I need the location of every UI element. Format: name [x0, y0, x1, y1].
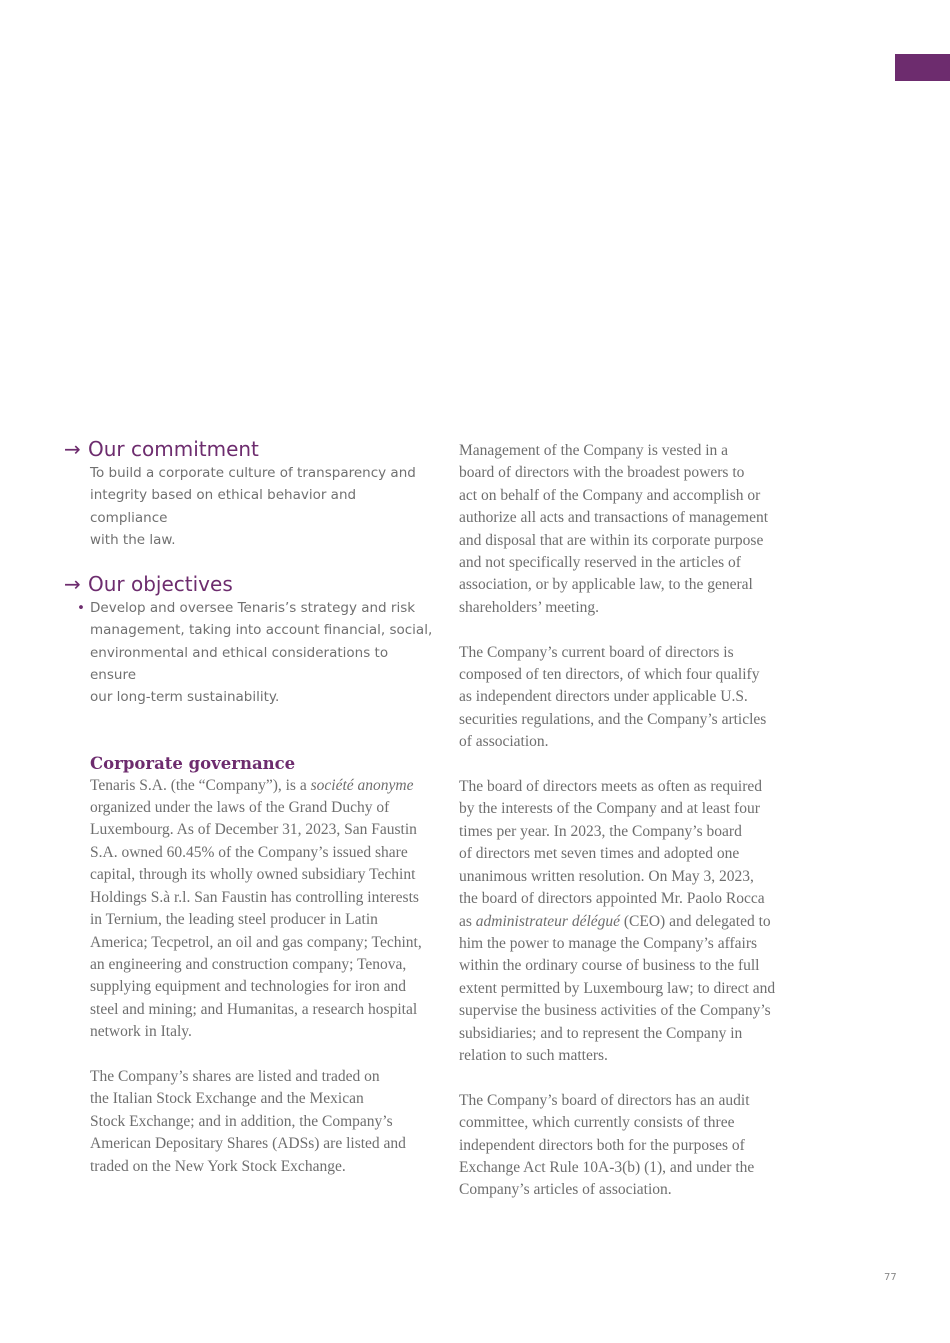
paragraph-fragment: (CEO) and delegated to — [620, 912, 771, 930]
page-number: 77 — [884, 1272, 897, 1283]
management-paragraph — [459, 440, 809, 619]
paragraph-line: and not specifically reserved in the articles of — [459, 554, 741, 572]
paragraph-line: traded on the New York Stock Exchange. — [90, 1157, 346, 1175]
governance-paragraph-2 — [90, 1066, 436, 1178]
commitment-line: integrity based on ethical behavior and compliance — [90, 487, 357, 526]
paragraph-line: the Italian Stock Exchange and the Mexican — [90, 1090, 364, 1108]
objective-line: Develop and oversee Tenaris’s strategy and risk — [90, 600, 416, 617]
paragraph-line: organized under the laws of the Grand Duchy of — [90, 799, 390, 817]
commitment-line: with the law. — [90, 531, 176, 548]
ceo-italic-term: administrateur délégué — [475, 912, 621, 930]
objectives-heading — [64, 571, 436, 597]
paragraph-fragment: as — [459, 912, 476, 930]
paragraph-line: The Company’s current board of directors is — [459, 643, 734, 661]
board-composition-paragraph — [459, 642, 809, 754]
paragraph-line: supplying equipment and technologies for iron and — [90, 978, 406, 996]
paragraph-line: Luxembourg. As of December 31, 2023, San Faustin — [90, 821, 417, 839]
bullet-icon: • — [77, 600, 85, 617]
corporate-governance-section — [90, 753, 436, 1178]
paragraph-line: as independent directors under applicable U.S. — [459, 688, 748, 706]
corporate-governance-heading: Corporate governance — [90, 753, 296, 773]
paragraph-line: within the ordinary course of business to the full — [459, 957, 760, 975]
paragraph-line: relation to such matters. — [459, 1046, 608, 1064]
section-tab-marker — [895, 54, 950, 81]
paragraph-line: America; Tecpetrol, an oil and gas company; Techint, — [90, 933, 422, 951]
paragraph-line: and disposal that are within its corporate purpose — [459, 531, 764, 549]
objective-line: our long-term sustainability. — [90, 689, 280, 706]
paragraph-line: extent permitted by Luxembourg law; to direct and — [459, 979, 776, 997]
paragraph-line: network in Italy. — [90, 1023, 192, 1041]
paragraph-line: independent directors both for the purposes of — [459, 1136, 745, 1154]
paragraph-line: subsidiaries; and to represent the Company in — [459, 1024, 743, 1042]
commitment-heading-text: Our commitment — [88, 437, 259, 461]
paragraph-line: in Ternium, the leading steel producer in Latin — [90, 911, 378, 929]
paragraph-line: steel and mining; and Humanitas, a research hospital — [90, 1000, 418, 1018]
paragraph-line: by the interests of the Company and at least four — [459, 800, 760, 818]
paragraph-line: Management of the Company is vested in a — [459, 442, 729, 459]
paragraph-line: an engineering and construction company; Tenova, — [90, 955, 407, 973]
paragraph-line: capital, through its wholly owned subsidiary Techint — [90, 866, 416, 884]
paragraph-line: committee, which currently consists of three — [459, 1114, 735, 1132]
paragraph-line: of association. — [459, 733, 549, 751]
paragraph-line: Exchange Act Rule 10A-3(b) (1), and under the — [459, 1158, 755, 1176]
governance-paragraph-1 — [90, 775, 436, 1044]
paragraph-line: The Company’s shares are listed and traded on — [90, 1067, 380, 1085]
arrow-right-icon: → — [64, 437, 81, 461]
objectives-heading-text: Our objectives — [88, 572, 233, 597]
objectives-list — [64, 597, 436, 708]
left-column — [64, 436, 436, 1178]
paragraph-line: of directors met seven times and adopted one — [459, 845, 740, 863]
arrow-right-icon: → — [64, 572, 81, 597]
paragraph-line: The board of directors meets as often as required — [459, 778, 762, 796]
right-column — [459, 440, 809, 1202]
commitment-line: To build a corporate culture of transparency and — [90, 465, 416, 481]
list-item — [77, 597, 436, 708]
paragraph-line: American Depositary Shares (ADSs) are listed and — [90, 1135, 406, 1153]
paragraph-line: Company’s articles of association. — [459, 1181, 672, 1199]
paragraph-line: composed of ten directors, of which four qualify — [459, 666, 760, 684]
commitment-heading — [64, 436, 436, 462]
paragraph-line: times per year. In 2023, the Company’s board — [459, 822, 742, 840]
paragraph-line: S.A. owned 60.45% of the Company’s issued share — [90, 843, 408, 861]
paragraph-line: securities regulations, and the Company’s articles — [459, 710, 767, 728]
paragraph-line: The Company’s board of directors has an audit — [459, 1091, 750, 1109]
paragraph-line: the board of directors appointed Mr. Paolo Rocca — [459, 890, 765, 908]
paragraph-line: act on behalf of the Company and accomplish or — [459, 486, 761, 504]
paragraph-line: supervise the business activities of the Company’s — [459, 1002, 771, 1020]
commitment-text — [90, 462, 436, 551]
paragraph-line: association, or by applicable law, to the general — [459, 576, 753, 594]
paragraph-line: Holdings S.à r.l. San Faustin has controlling interests — [90, 888, 419, 906]
governance-italic-term: société anonyme — [310, 776, 414, 794]
paragraph-line: unanimous written resolution. On May 3, 2023, — [459, 867, 754, 885]
objective-line: environmental and ethical considerations to ensure — [90, 644, 389, 684]
board-meetings-paragraph — [459, 776, 809, 1067]
paragraph-line: Stock Exchange; and in addition, the Company’s — [90, 1112, 393, 1130]
paragraph-line: shareholders’ meeting. — [459, 598, 600, 616]
governance-intro: Tenaris S.A. (the “Company”), is a — [90, 776, 311, 794]
objective-line: management, taking into account financial, social, — [90, 622, 433, 639]
audit-committee-paragraph — [459, 1090, 809, 1202]
paragraph-line: authorize all acts and transactions of management — [459, 509, 769, 527]
paragraph-line: him the power to manage the Company’s affairs — [459, 934, 758, 952]
paragraph-line: board of directors with the broadest powers to — [459, 464, 745, 482]
